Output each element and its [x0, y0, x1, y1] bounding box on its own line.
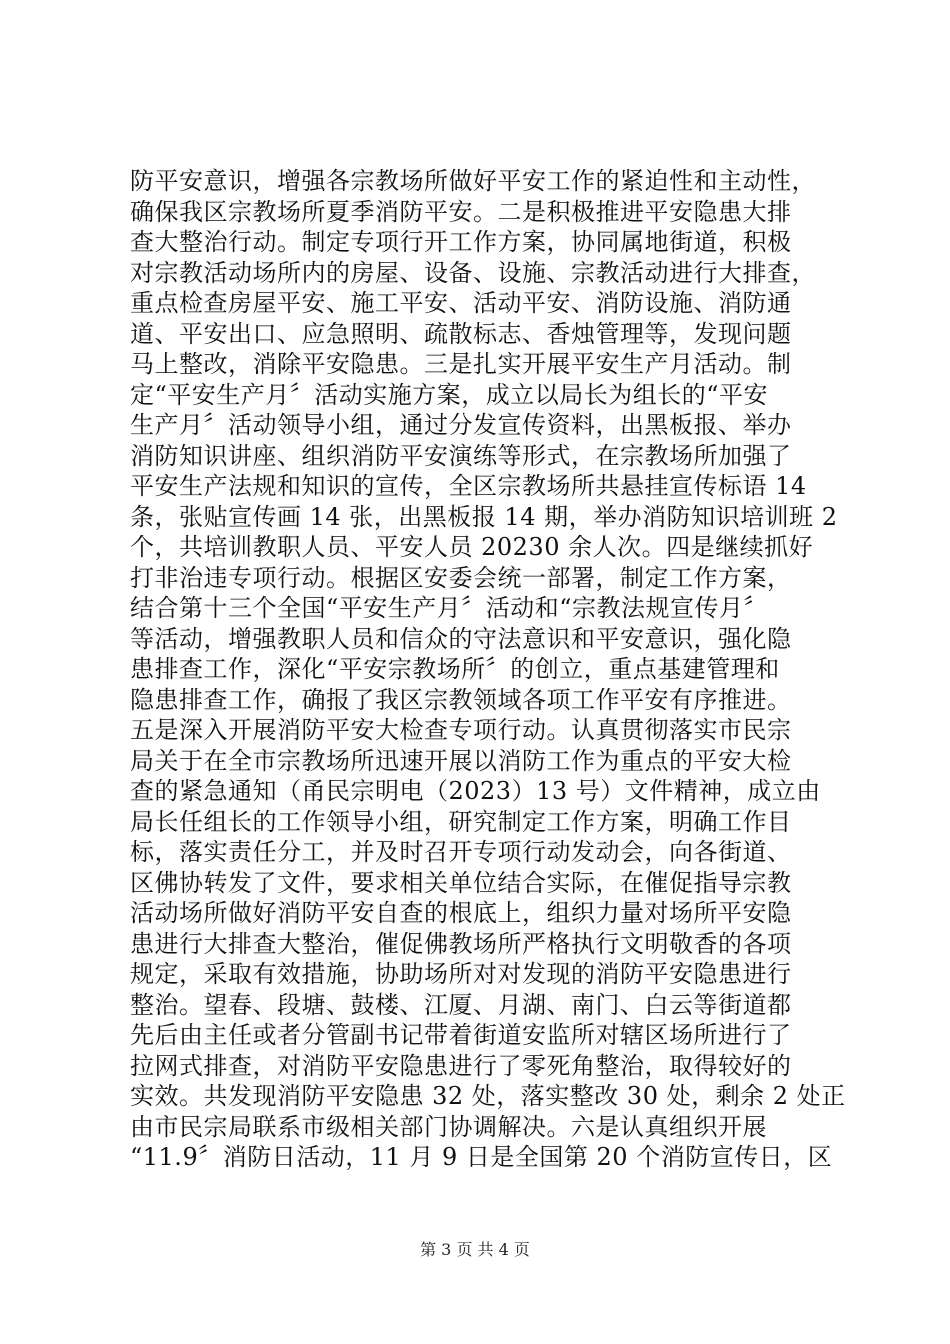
text-line: 标，落实责任分工，并及时召开专项行动发动会，向各街道、	[130, 838, 792, 866]
text-line: 活动场所做好消防平安自查的根底上，组织力量对场所平安隐	[130, 899, 792, 927]
text-line: 条，张贴宣传画 14 张，出黑板报 14 期，举办消防知识培训班 2	[130, 502, 838, 531]
text-line: 平安生产法规和知识的宣传，全区宗教场所共悬挂宣传标语 14	[130, 472, 807, 500]
text-line: 确保我区宗教场所夏季消防平安。二是积极推进平安隐患大排	[130, 197, 792, 226]
text-line: 区佛协转发了文件，要求相关单位结合实际，在催促指导宗教	[130, 868, 792, 897]
text-line: 整治。望春、段塘、鼓楼、江厦、月湖、南门、白云等街道都	[130, 990, 792, 1019]
text-line: 结合第十三个全国“平安生产月〞活动和“宗教法规宣传月〞	[130, 594, 769, 622]
text-line: 查大整治行动。制定专项行开工作方案，协同属地街道，积极	[130, 228, 792, 256]
text-line: 个，共培训教职人员、平安人员 20230 余人次。四是继续抓好	[130, 533, 814, 561]
text-line: 隐患排查工作，确报了我区宗教领域各项工作平安有序推进。	[130, 685, 792, 714]
text-line: 对宗教活动场所内的房屋、设备、设施、宗教活动进行大排查，	[130, 258, 816, 287]
text-line: 由市民宗局联系市级相关部门协调解决。六是认真组织开展	[130, 1112, 767, 1141]
page-footer: 第 3 页 共 4 页	[420, 1240, 530, 1259]
text-line: 局关于在全市宗教场所迅速开展以消防工作为重点的平安大检	[130, 746, 792, 775]
text-line: 防平安意识，增强各宗教场所做好平安工作的紧迫性和主动性，	[130, 167, 816, 195]
text-line: 局长任组长的工作领导小组，研究制定工作方案，明确工作目	[130, 807, 792, 836]
text-line: 先后由主任或者分管副书记带着街道安监所对辖区场所进行了	[130, 1021, 792, 1049]
body-text	[130, 166, 846, 1173]
text-line: 定“平安生产月〞活动实施方案，成立以局长为组长的“平安	[130, 380, 769, 409]
text-line: 实效。共发现消防平安隐患 32 处，落实整改 30 处，剩余 2 处正	[130, 1082, 846, 1110]
text-line: 道、平安出口、应急照明、疏散标志、香烛管理等，发现问题	[130, 319, 792, 348]
text-line: 拉网式排查，对消防平安隐患进行了零死角整治，取得较好的	[130, 1051, 792, 1080]
text-line: 生产月〞活动领导小组，通过分发宣传资料，出黑板报、举办	[130, 411, 792, 439]
text-line: 查的紧急通知（甬民宗明电（2023）13 号）文件精神，成立由	[130, 777, 821, 805]
text-line: 重点检查房屋平安、施工平安、活动平安、消防设施、消防通	[130, 289, 792, 317]
text-line: 患进行大排查大整治，催促佛教场所严格执行文明敬香的各项	[130, 929, 792, 958]
text-line: 马上整改，消除平安隐患。三是扎实开展平安生产月活动。制	[130, 350, 792, 378]
text-line: 患排查工作，深化“平安宗教场所〞的创立，重点基建管理和	[130, 655, 780, 683]
text-line: 规定，采取有效措施，协助场所对对发现的消防平安隐患进行	[130, 960, 792, 988]
text-line: 等活动，增强教职人员和信众的守法意识和平安意识，强化隐	[130, 624, 792, 653]
text-line: 打非治违专项行动。根据区安委会统一部署，制定工作方案，	[130, 563, 792, 592]
text-line: “11.9〞消防日活动，11 月 9 日是全国第 20 个消防宣传日，区	[130, 1143, 833, 1171]
text-line: 五是深入开展消防平安大检查专项行动。认真贯彻落实市民宗	[130, 716, 792, 744]
text-line: 消防知识讲座、组织消防平安演练等形式，在宗教场所加强了	[130, 441, 792, 470]
